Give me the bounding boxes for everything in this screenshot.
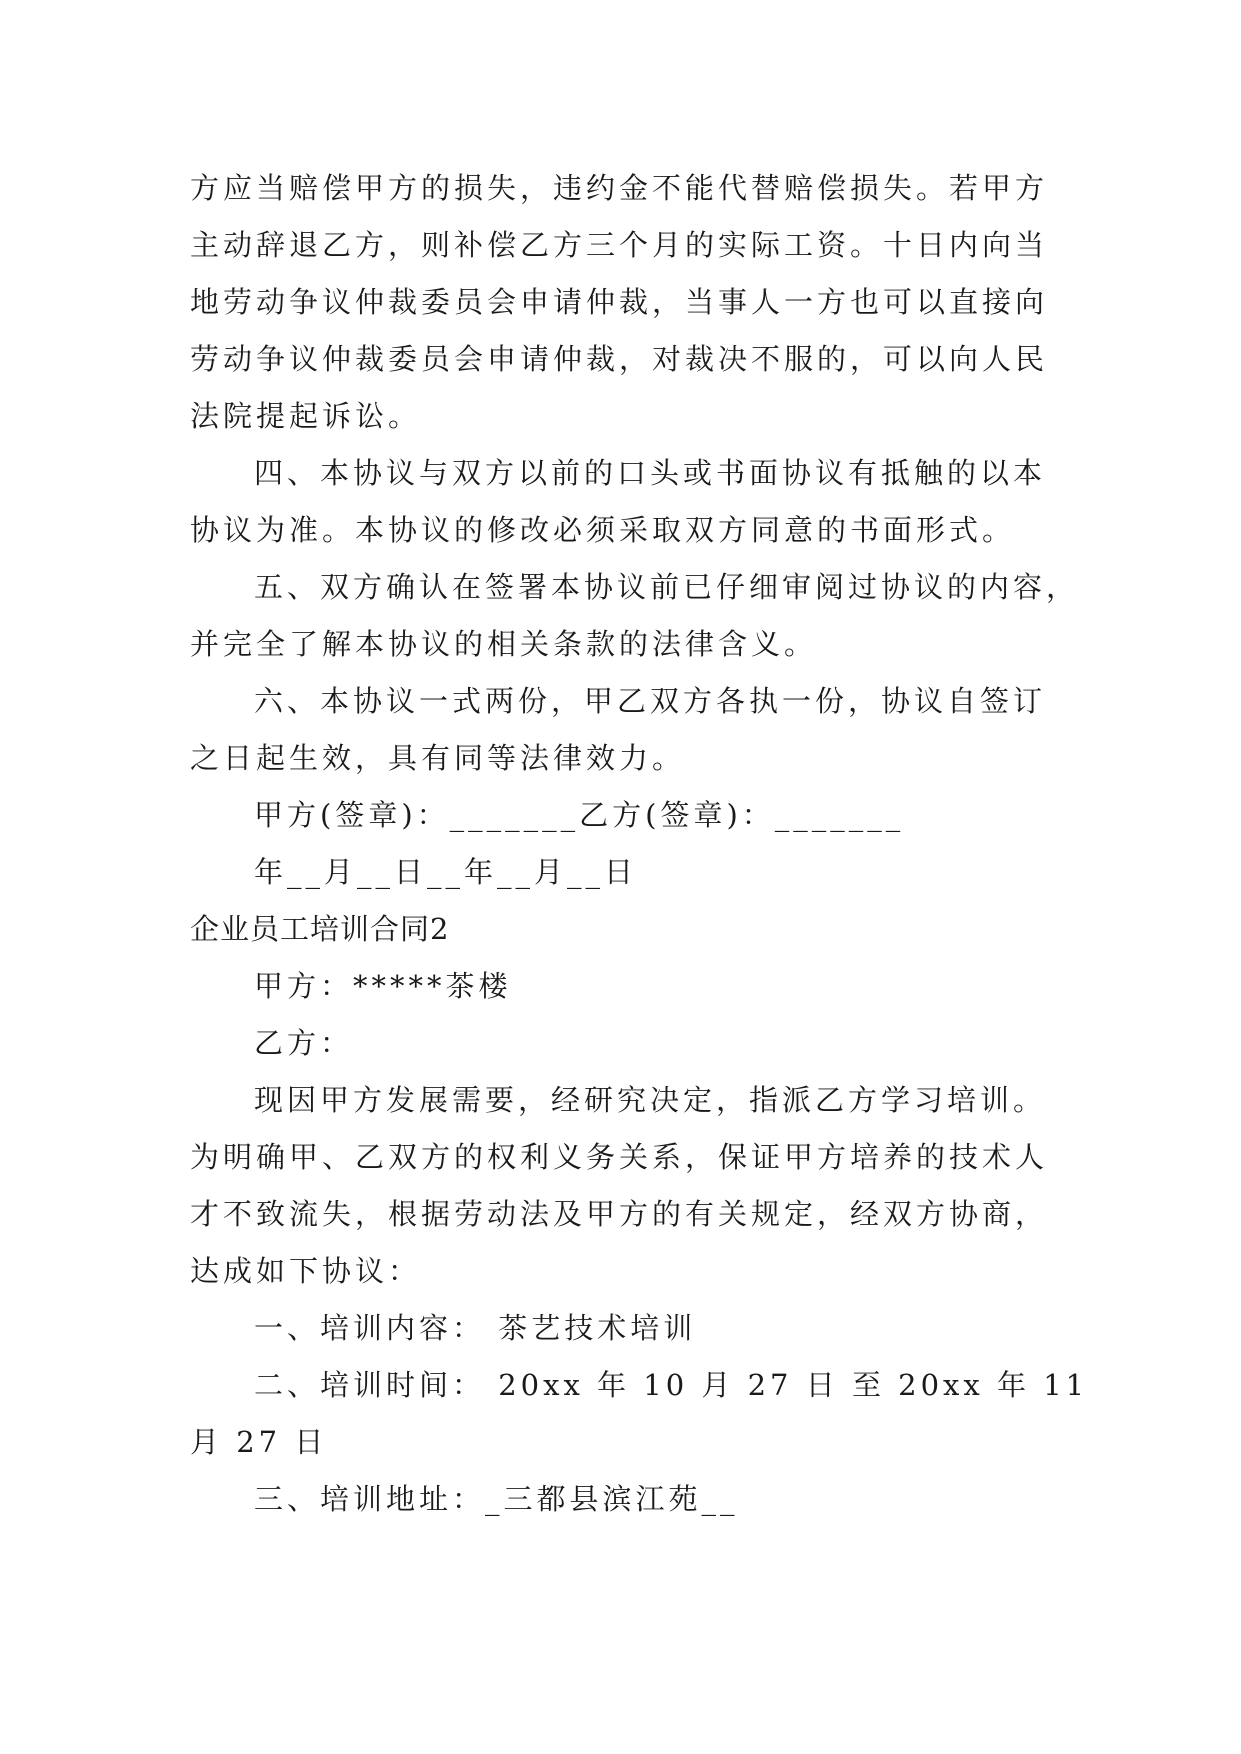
date-line: 年__月__日__年__月__日 — [254, 855, 638, 889]
signature-line: 甲方(签章)：_______乙方(签章)：_______ — [254, 798, 905, 832]
paragraph-line: 协议为准。本协议的修改必须采取双方同意的书面形式。 — [190, 513, 1016, 547]
paragraph-line: 法院提起诉讼。 — [190, 399, 422, 433]
paragraph-line: 并完全了解本协议的相关条款的法律含义。 — [190, 627, 818, 661]
paragraph-line: 劳动争议仲裁委员会申请仲裁，对裁决不服的，可以向人民 — [190, 342, 1049, 376]
contract-title: 企业员工培训合同2 — [190, 912, 450, 946]
training-address: 三、培训地址：_三都县滨江苑__ — [254, 1482, 739, 1516]
party-b: 乙方： — [254, 1026, 354, 1060]
paragraph-line: 主动辞退乙方，则补偿乙方三个月的实际工资。十日内向当 — [190, 228, 1049, 262]
clause-six: 六、本协议一式两份，甲乙双方各执一份，协议自签订 — [254, 684, 1047, 718]
paragraph-line: 之日起生效，具有同等法律效力。 — [190, 741, 686, 775]
paragraph-line: 方应当赔偿甲方的损失，违约金不能代替赔偿损失。若甲方 — [190, 171, 1049, 205]
party-a: 甲方：*****茶楼 — [254, 969, 512, 1003]
clause-four: 四、本协议与双方以前的口头或书面协议有抵触的以本 — [254, 456, 1047, 490]
intro-paragraph: 现因甲方发展需要，经研究决定，指派乙方学习培训。 — [254, 1083, 1047, 1117]
paragraph-line: 达成如下协议： — [190, 1254, 422, 1288]
paragraph-line: 地劳动争议仲裁委员会申请仲裁，当事人一方也可以直接向 — [190, 285, 1049, 319]
training-time: 二、培训时间： 20xx 年 10 月 27 日 至 20xx 年 11 — [254, 1368, 1089, 1402]
paragraph-line: 为明确甲、乙双方的权利义务关系，保证甲方培养的技术人 — [190, 1140, 1049, 1174]
clause-five: 五、双方确认在签署本协议前已仔细审阅过协议的内容， — [254, 570, 1080, 604]
training-content: 一、培训内容： 茶艺技术培训 — [254, 1311, 697, 1345]
paragraph-line: 月 27 日 — [190, 1425, 328, 1459]
paragraph-line: 才不致流失，根据劳动法及甲方的有关规定，经双方协商， — [190, 1197, 1049, 1231]
